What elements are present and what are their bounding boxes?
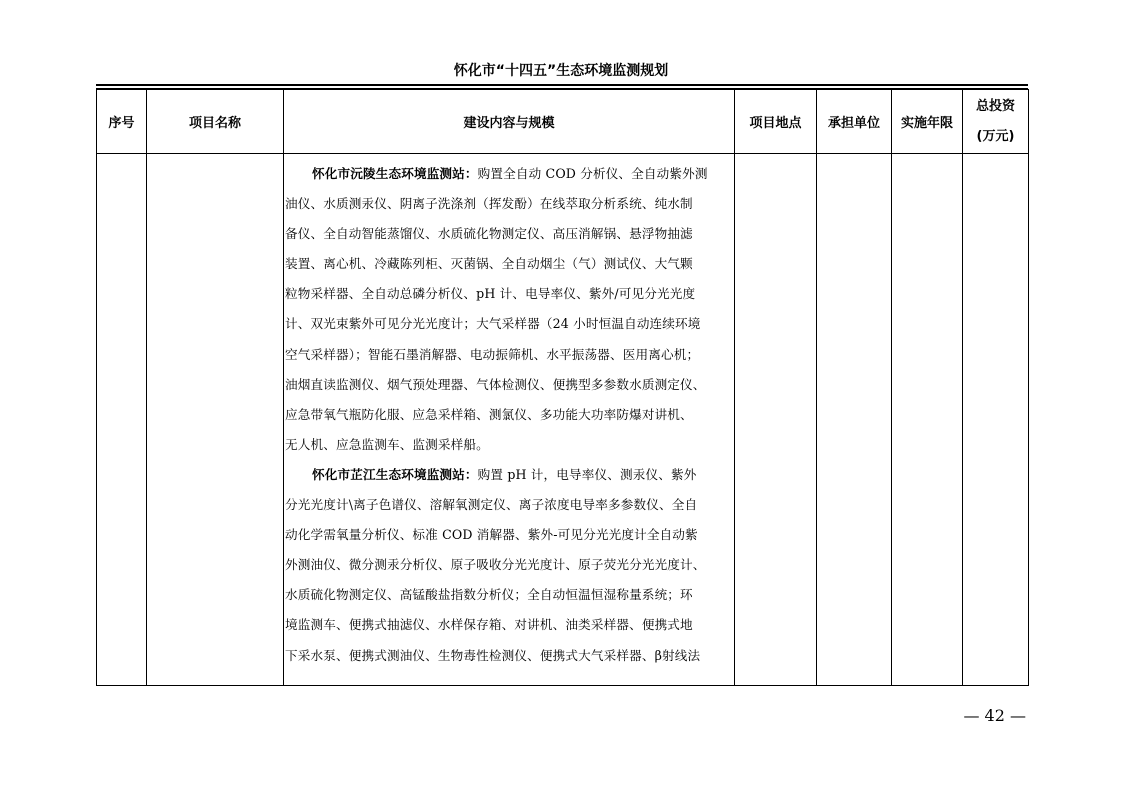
header-rule-thick [96,84,1028,86]
header-responsible-unit: 承担单位 [817,90,892,154]
content-line: 备仪、全自动智能蒸馏仪、水质硫化物测定仪、高压消解锅、悬浮物抽滤 [285,226,693,242]
project-table [96,89,1029,686]
header-location: 项目地点 [735,90,817,154]
cell-project-name [147,154,284,686]
header-content-scale: 建设内容与规模 [284,90,735,154]
content-fragment: 购置全自动 COD 分析仪、全自动紫外测 [477,166,708,181]
content-line: 计、双光束紫外可见分光光度计；大气采样器（24 小时恒温自动连续环境 [285,316,701,332]
content-line: 装置、离心机、冷藏陈列柜、灭菌锅、全自动烟尘（气）测试仪、大气颗 [285,256,693,272]
content-line: 下采水泵、便携式测油仪、生物毒性检测仪、便携式大气采样器、β射线法 [285,647,701,663]
content-fragment: 购置 pH 计，电导率仪、测汞仪、紫外 [477,466,697,482]
station-name: 怀化市沅陵生态环境监测站： [312,166,478,181]
header-period: 实施年限 [892,90,963,154]
content-line [285,460,734,490]
content-line: 油烟直读监测仪、烟气预处理器、气体检测仪、便携型多参数水质测定仪、 [285,376,706,392]
cell-index [97,154,147,686]
cell-responsible-unit [817,154,892,686]
content-line: 水质硫化物测定仪、高锰酸盐指数分析仪；全自动恒温恒湿称量系统；环 [285,587,693,603]
header-investment [963,90,1029,154]
content-line: 境监测车、便携式抽滤仪、水样保存箱、对讲机、油类采样器、便携式地 [285,617,693,633]
content-line [285,159,734,189]
content-line: 应急带氧气瓶防化服、应急采样箱、测氯仪、多功能大功率防爆对讲机、 [285,406,693,422]
content-text [284,154,734,671]
document-title: 怀化市“十四五”生态环境监测规划 [453,63,669,79]
content-line: 油仪、水质测汞仪、阴离子洗涤剂（挥发酚）在线萃取分析系统、纯水制 [285,196,693,212]
cell-investment [963,154,1029,686]
header-investment-line1: 总投资 [975,98,1015,114]
content-line: 外测油仪、微分测汞分析仪、原子吸收分光光度计、原子荧光分光光度计、 [285,557,706,573]
header-investment-line2: (万元) [976,128,1015,144]
content-line: 空气采样器）；智能石墨消解器、电动振筛机、水平振荡器、医用离心机； [285,346,700,362]
content-line: 粒物采样器、全自动总磷分析仪、pH 计、电导率仪、紫外/可见分光光度 [285,286,696,302]
header-project-name: 项目名称 [147,90,284,154]
content-line: 动化学需氧量分析仪、标准 COD 消解器、紫外-可见分光光度计全自动紫 [285,527,698,543]
cell-period [892,154,963,686]
station-name: 怀化市芷江生态环境监测站： [312,466,478,482]
page-number: — 42 — [963,706,1026,725]
content-line: 无人机、应急监测车、监测采样船。 [285,436,489,452]
table-row [97,154,1029,686]
cell-content-scale [284,154,735,686]
cell-location [735,154,817,686]
table-header-row [97,90,1029,154]
header-index: 序号 [97,90,147,154]
content-line: 分光光度计\离子色谱仪、溶解氧测定仪、离子浓度电导率多参数仪、全自 [285,497,698,513]
